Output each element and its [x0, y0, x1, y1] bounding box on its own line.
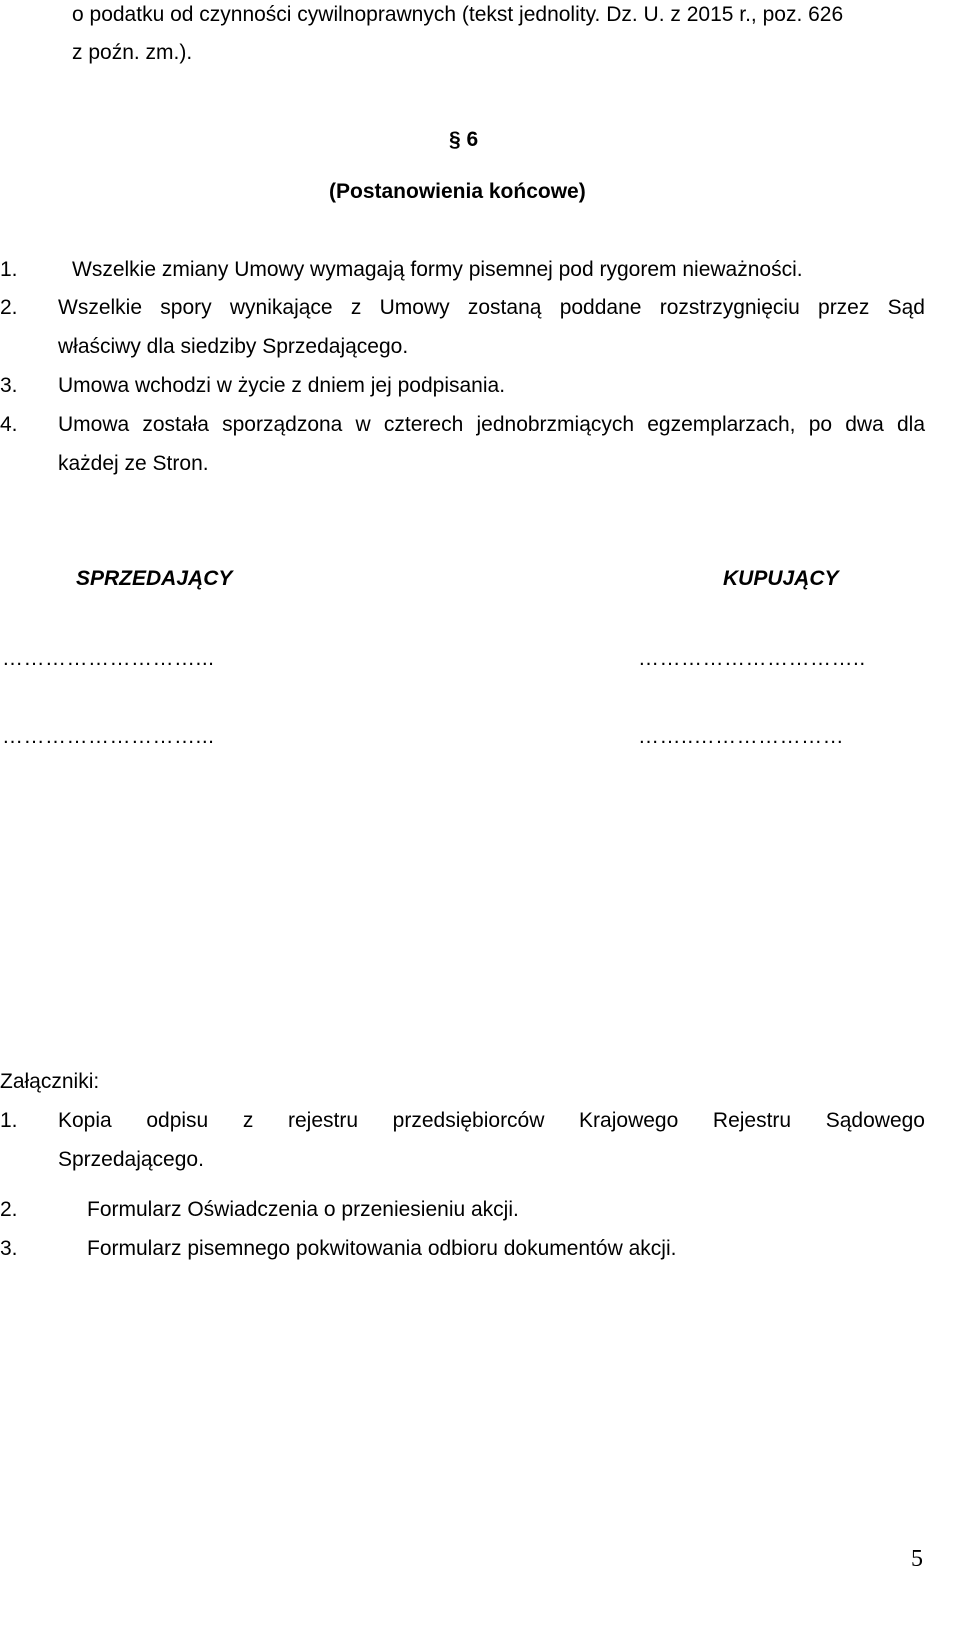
clause-4-text-line-2: każdej ze Stron. [58, 452, 209, 475]
page-number: 5 [911, 1546, 923, 1572]
section-number: § 6 [449, 128, 479, 151]
clause-3-number: 3. [0, 374, 18, 397]
seller-label: SPRZEDAJĄCY [76, 567, 233, 590]
buyer-name-line: ……..………………… [638, 725, 845, 748]
attachment-1-text-line-1: Kopia odpisu z rejestru przedsiębiorców Krajowego Rejestru Sądowego [58, 1109, 925, 1132]
clause-2-text-line-1: Wszelkie spory wynikające z Umowy zostaną poddane rozstrzygnięciu przez Sąd [58, 296, 925, 319]
clause-2-text-line-2: właściwy dla siedziby Sprzedającego. [58, 335, 409, 358]
clause-1-number: 1. [0, 258, 18, 281]
section-title: (Postanowienia końcowe) [329, 180, 586, 203]
attachment-3-text: Formularz pisemnego pokwitowania odbioru dokumentów akcji. [87, 1237, 677, 1260]
attachment-3-number: 3. [0, 1237, 18, 1260]
clause-2-number: 2. [0, 296, 18, 319]
clause-4-text-line-1: Umowa została sporządzona w czterech jednobrzmiących egzemplarzach, po dwa dla [58, 413, 925, 436]
clause-1-text: Wszelkie zmiany Umowy wymagają formy pisemnej pod rygorem nieważności. [72, 258, 803, 281]
buyer-signature-line: ………………………….. [638, 647, 866, 670]
attachment-1-number: 1. [0, 1109, 18, 1132]
intro-line-2: z poźn. zm.). [72, 41, 193, 64]
intro-line-1: o podatku od czynności cywilnoprawnych (tekst jednolity. Dz. U. z 2015 r., poz. 626 [72, 3, 844, 26]
buyer-label: KUPUJĄCY [723, 567, 839, 590]
attachment-1-text-line-2: Sprzedającego. [58, 1148, 204, 1171]
attachment-2-text: Formularz Oświadczenia o przeniesieniu akcji. [87, 1198, 519, 1221]
clause-4-number: 4. [0, 413, 18, 436]
clause-3-text: Umowa wchodzi w życie z dniem jej podpisania. [58, 374, 506, 397]
attachment-2-number: 2. [0, 1198, 18, 1221]
seller-signature-line: ………………………... [2, 647, 215, 670]
seller-name-line: ………………………... [2, 725, 215, 748]
attachments-heading: Załączniki: [0, 1070, 100, 1093]
